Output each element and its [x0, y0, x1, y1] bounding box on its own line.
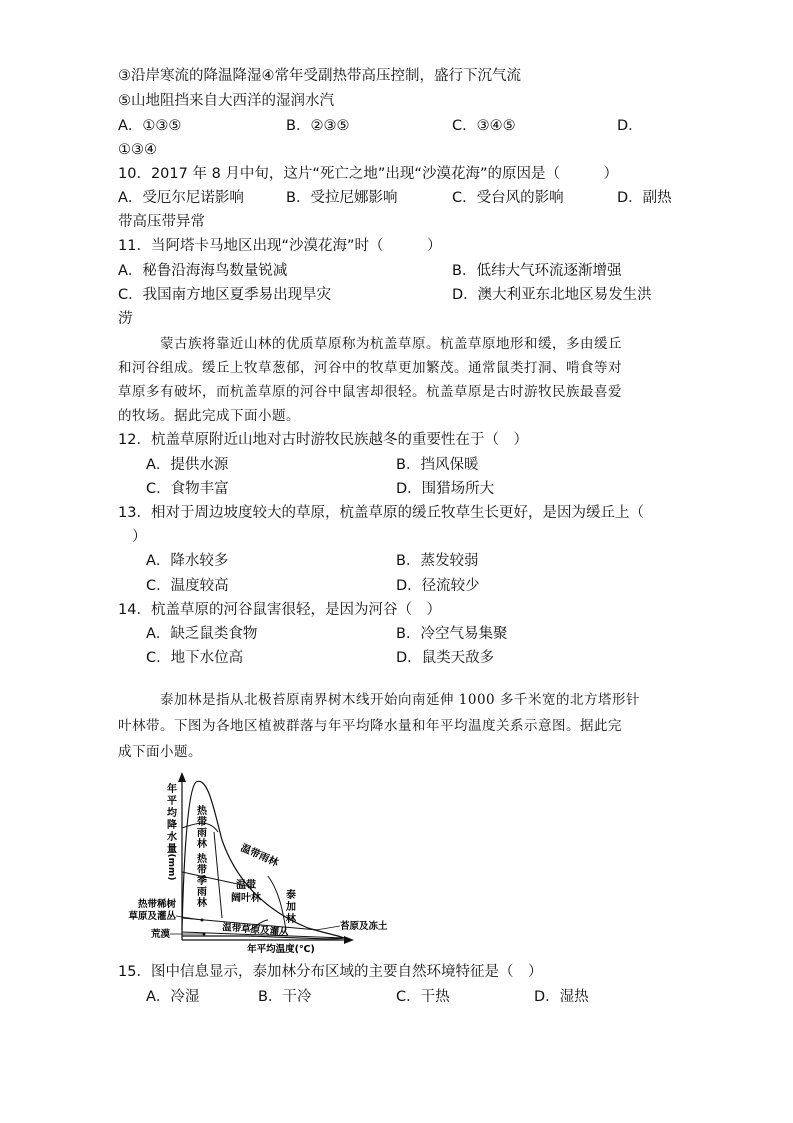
svg-text:带: 带	[197, 817, 207, 828]
passage2-line-1: 泰加林是指从北极苔原南界树木线开始向南延伸 1000 多千米宽的北方塔形针	[160, 692, 640, 708]
passage1-line-4: 的牧场。据此完成下面小题。	[118, 408, 300, 424]
q11-option-c[interactable]: C．我国南方地区夏季易出现旱灾	[118, 287, 332, 303]
q12-option-b[interactable]: B．挡风保暖	[396, 457, 479, 473]
q10-option-b[interactable]: B．受拉尼娜影响	[286, 190, 398, 206]
q12-option-d[interactable]: D．围猎场所大	[396, 481, 495, 497]
boundary-line	[268, 876, 286, 930]
svg-text:平: 平	[167, 796, 177, 807]
svg-text:量: 量	[167, 844, 177, 855]
q9-option-a[interactable]: A．①③⑤	[118, 118, 182, 134]
q9-statement-5: ⑤山地阻挡来自大西洋的湿润水汽	[118, 93, 334, 109]
q9-statement-3-4: ③沿岸寒流的降温降湿④常年受副热带高压控制，盛行下沉气流	[118, 68, 521, 84]
region-temperate-rainforest: 温带雨林	[238, 842, 280, 870]
q13-option-d[interactable]: D．径流较少	[396, 578, 480, 594]
svg-text:阔叶林: 阔叶林	[231, 893, 261, 904]
q12-option-c[interactable]: C．食物丰富	[146, 481, 229, 497]
passage1-line-3: 草原多有破坏，而杭盖草原的河谷中鼠害却很轻。杭盖草原是古时游牧民族最喜爱	[118, 384, 622, 400]
svg-text:林: 林	[197, 839, 207, 850]
region-tundra: 苔原及冻土	[340, 921, 388, 932]
q10-option-a[interactable]: A．受厄尔尼诺影响	[118, 190, 244, 206]
leader-line	[176, 916, 202, 920]
q14-stem: 14．杭盖草原的河谷鼠害很轻，是因为河谷（ ）	[118, 602, 441, 618]
svg-text:热: 热	[197, 806, 207, 817]
q9-option-d-wrap: ①③④	[118, 142, 157, 158]
region-tropical-rainforest	[197, 804, 208, 850]
region-tropical-monsoon	[197, 852, 208, 909]
q10-option-d-wrap: 带高压带异常	[118, 214, 205, 230]
svg-text:雨: 雨	[197, 887, 207, 898]
svg-text:水: 水	[167, 832, 177, 843]
q10-option-c[interactable]: C．受台风的影响	[452, 190, 564, 206]
svg-text:林: 林	[197, 898, 207, 909]
x-axis-label: 年平均温度(℃)	[247, 944, 315, 955]
q9-option-c[interactable]: C．③④⑤	[452, 118, 516, 134]
q15-stem: 15．图中信息显示，泰加林分布区域的主要自然环境特征是（ ）	[118, 964, 543, 980]
svg-text:(mm): (mm)	[166, 853, 176, 881]
q13-option-a[interactable]: A．降水较多	[146, 553, 229, 569]
q9-option-d[interactable]: D．	[617, 118, 643, 134]
region-taiga	[285, 888, 297, 925]
svg-text:温带: 温带	[236, 880, 256, 891]
svg-text:林: 林	[286, 914, 296, 925]
region-temperate-broadleaf	[231, 878, 262, 904]
region-temperate-grassland: 温带草原及灌丛	[221, 922, 289, 939]
q13-option-b[interactable]: B．蒸发较弱	[396, 553, 479, 569]
q12-stem: 12．杭盖草原附近山地对古时游牧民族越冬的重要性在于（ ）	[118, 432, 528, 448]
q11-option-d[interactable]: D．澳大利亚东北地区易发生洪	[452, 287, 652, 303]
svg-text:均: 均	[167, 808, 177, 819]
svg-text:带: 带	[197, 865, 207, 876]
q13-stem: 13．相对于周边坡度较大的草原，杭盖草原的缓丘牧草生长更好，是因为缓丘上（	[118, 505, 644, 521]
svg-text:降: 降	[167, 820, 177, 831]
q14-option-c[interactable]: C．地下水位高	[146, 650, 244, 666]
q15-option-b[interactable]: B．干冷	[258, 989, 312, 1005]
svg-text:年: 年	[167, 784, 177, 795]
q14-option-d[interactable]: D．鼠类天敌多	[396, 650, 495, 666]
svg-text:加: 加	[286, 902, 296, 913]
q13-stem-wrap: ）	[132, 529, 147, 545]
passage1-line-1: 蒙古族将靠近山林的优质草原称为杭盖草原。杭盖草原地形和缓，多由缓丘	[160, 336, 622, 352]
svg-text:热带稀树: 热带稀树	[137, 899, 176, 910]
x-axis-arrow	[344, 936, 354, 944]
q11-option-a[interactable]: A．秘鲁沿海海鸟数量锐减	[118, 263, 288, 279]
svg-text:草原及灌丛: 草原及灌丛	[128, 911, 176, 922]
svg-text:泰: 泰	[286, 890, 296, 901]
vegetation-climate-diagram	[118, 770, 388, 955]
leader-dot	[201, 919, 204, 922]
boundary-line	[214, 832, 222, 918]
q13-option-c[interactable]: C．温度较高	[146, 578, 229, 594]
q11-stem: 11．当阿塔卡马地区出现“沙漠花海”时（ ）	[118, 238, 442, 254]
q11-option-d-wrap: 涝	[118, 311, 133, 327]
q15-option-d[interactable]: D．湿热	[534, 989, 589, 1005]
q10-option-d[interactable]: D．副热	[617, 190, 672, 206]
region-desert: 荒漠	[150, 929, 170, 940]
q14-option-b[interactable]: B．冷空气易集聚	[396, 626, 508, 642]
leader-dot	[203, 933, 206, 936]
y-axis-arrow	[178, 772, 186, 782]
leader-line	[316, 926, 340, 930]
q10-stem: 10．2017 年 8 月中旬，这片“死亡之地”出现“沙漠花海”的原因是（ ）	[118, 166, 618, 182]
region-tropical-savanna	[128, 898, 176, 922]
svg-text:热: 热	[197, 854, 207, 865]
q15-option-a[interactable]: A．冷湿	[146, 989, 200, 1005]
y-axis-label	[166, 782, 177, 880]
svg-text:雨: 雨	[197, 828, 207, 839]
passage2-line-2: 叶林带。下图为各地区植被群落与年平均降水量和年平均温度关系示意图。据此完	[118, 718, 622, 734]
q14-option-a[interactable]: A．缺乏鼠类食物	[146, 626, 258, 642]
q11-option-b[interactable]: B．低纬大气环流逐渐增强	[452, 263, 622, 279]
passage1-line-2: 和河谷组成。缓丘上牧草葱郁，河谷中的牧草更加繁茂。通常鼠类打洞、啃食等对	[118, 360, 622, 376]
svg-text:季: 季	[197, 876, 207, 887]
q9-option-b[interactable]: B．②③⑤	[286, 118, 350, 134]
passage2-line-3: 成下面小题。	[118, 744, 202, 760]
q15-option-c[interactable]: C．干热	[396, 989, 450, 1005]
q12-option-a[interactable]: A．提供水源	[146, 457, 229, 473]
